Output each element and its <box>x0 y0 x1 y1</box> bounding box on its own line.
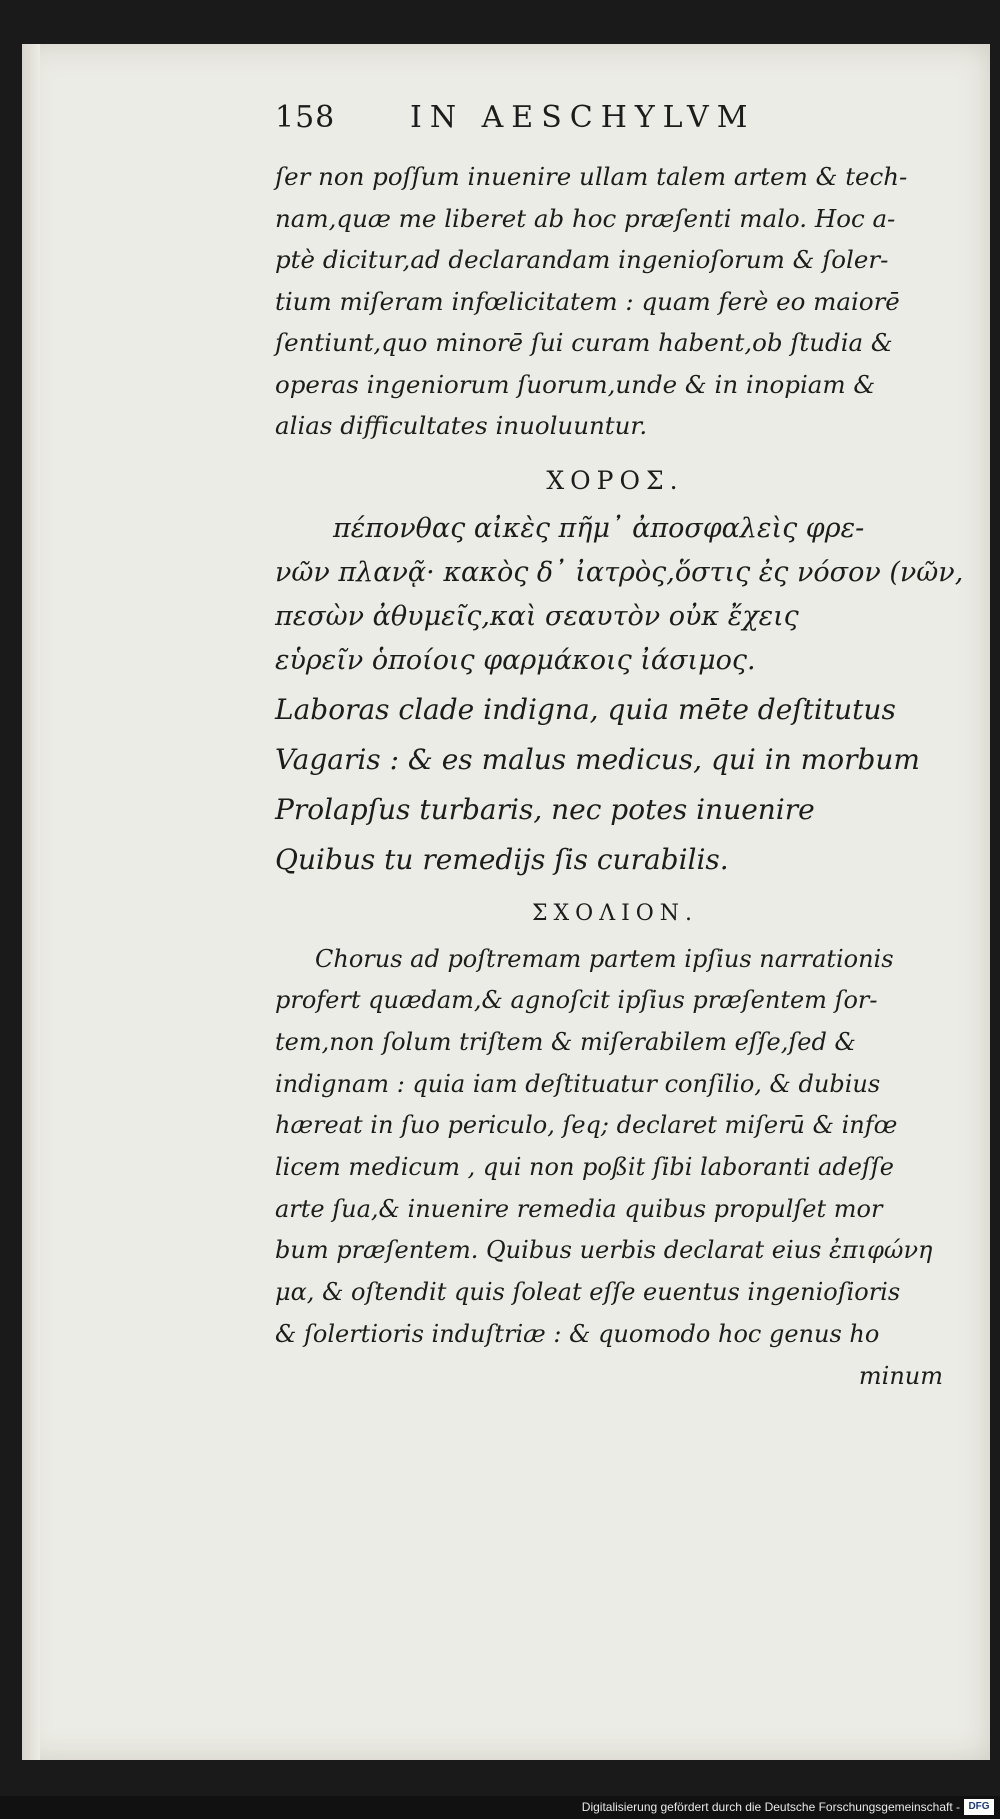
prose-line: tium miſeram infœlicitatem : quam ferè eo maiorē <box>275 286 900 316</box>
scholion-line: & ſolertioris induſtriæ : & quomodo hoc genus ho <box>275 1319 880 1348</box>
latin-verse-translation <box>275 687 955 883</box>
verse-line: Laboras clade indigna, quia mēte deſtitutus <box>275 692 896 726</box>
text-block <box>275 100 964 1397</box>
digitization-credit: Digitalisierung gefördert durch die Deutsche Forschungsgemeinschaft - <box>581 1800 960 1814</box>
scholion-line: licem medicum , qui non poßit ſibi laboranti adeſſe <box>275 1153 894 1182</box>
verse-line: Prolapſus turbaris, nec potes inuenire <box>275 792 815 826</box>
greek-line: πέπονθας αἰκὲς πῆμ᾽ ἀποσφαλεὶς φρε- <box>333 512 865 544</box>
prose-commentary <box>275 156 955 447</box>
greek-line: νῶν πλανᾷ· κακὸς δ᾽ ἰατρὸς,ὅστις ἐς νόσον (νῶν, <box>275 556 964 588</box>
prose-line: ſentiunt,quo minorē ſui curam habent,ob ſtudia & <box>275 328 893 357</box>
scholion-line: Chorus ad poſtremam partem ipſius narrationis <box>315 944 894 973</box>
scholion-line: tem,non ſolum triſtem & miſerabilem eſſe,ſed & <box>275 1027 856 1056</box>
prose-line: alias difficultates inuoluuntur. <box>275 411 648 440</box>
prose-line: operas ingeniorum ſuorum,unde & in inopiam & <box>275 369 876 399</box>
verse-line: Vagaris : & es malus medicus, qui in morbum <box>275 742 920 776</box>
scholion-line: bum præſentem. Quibus uerbis declarat eius ἐπιφώνη <box>275 1236 933 1265</box>
prose-line: ptè dicitur,ad declarandam ingenioſorum & ſoler- <box>275 245 889 274</box>
running-title: IN AESCHYLVM <box>410 100 756 135</box>
scholion-commentary <box>275 939 955 1398</box>
prose-line: nam,quæ me liberet ab hoc præſenti malo. Hoc a- <box>275 203 896 233</box>
greek-text <box>275 507 964 683</box>
scholion-line: μα, & oſtendit quis ſoleat eſſe euentus ingenioſioris <box>275 1278 901 1307</box>
prose-line: ſer non poſſum inuenire ullam talem artem & tech- <box>275 162 908 191</box>
scholion-line: indignam : quia iam deſtituatur conſilio, & dubius <box>275 1069 881 1098</box>
verse-line: Quibus tu remedijs ſis curabilis. <box>275 842 729 876</box>
greek-line: εὑρεῖν ὁποίοις φαρμάκοις ἰάσιμος. <box>275 644 756 676</box>
page-gutter-edge <box>22 44 40 1760</box>
dfg-logo-icon: DFG <box>964 1799 994 1815</box>
catchword: minum <box>858 1361 943 1390</box>
scholion-line: profert quædam,& agnoſcit ipſius præſentem ſor- <box>275 986 878 1015</box>
page-number: 158 <box>275 100 336 135</box>
scholion-line: arte ſua,& inuenire remedia quibus propulſet mor <box>275 1194 883 1223</box>
scholion-heading: ΣΧΟΛΙΟΝ. <box>531 900 699 926</box>
running-head <box>275 100 955 156</box>
scholion-line: hæreat in ſuo periculo, ſeq; declaret miſerū & infœ <box>275 1111 898 1140</box>
chorus-heading: ΧΟΡΟΣ. <box>546 465 684 495</box>
greek-line: πεσὼν ἀθυμεῖς,καὶ σεαυτὸν οὐκ ἔχεις <box>275 600 799 632</box>
